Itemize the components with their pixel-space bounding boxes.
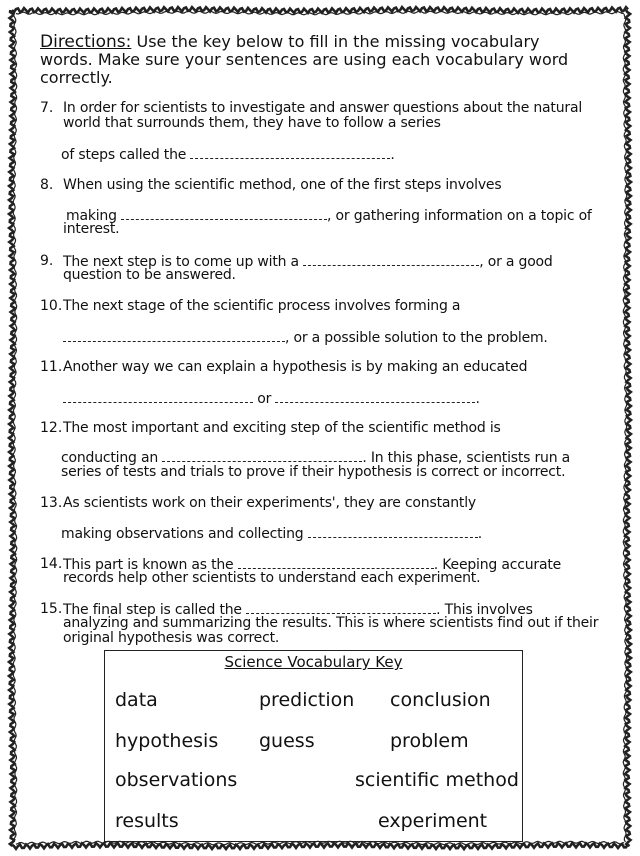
question-text: In order for scientists to investigate and answer questions about the natural bbox=[63, 100, 583, 116]
question-line bbox=[61, 147, 395, 163]
question-line bbox=[61, 526, 482, 542]
question-line bbox=[66, 208, 592, 224]
key-word: problem bbox=[390, 730, 469, 752]
question-text: . bbox=[477, 526, 482, 542]
question-text: , or gathering information on a topic of bbox=[327, 208, 592, 224]
question-number: 15. bbox=[40, 601, 63, 617]
question-text: conducting an bbox=[61, 450, 159, 466]
directions-line3: correctly. bbox=[40, 68, 113, 87]
question-number: 10. bbox=[40, 298, 63, 314]
question-text: making bbox=[66, 208, 117, 224]
question-text: series of tests and trials to prove if their hypothesis is correct or incorrect. bbox=[61, 464, 566, 480]
answer-blank[interactable] bbox=[238, 557, 434, 569]
question-text: The next step is to come up with a bbox=[63, 254, 299, 270]
question-text: . bbox=[475, 391, 480, 407]
key-word: guess bbox=[259, 730, 315, 752]
question-text: world that surrounds them, they have to follow a series bbox=[63, 115, 441, 131]
question-text: As scientists work on their experiments', they are constantly bbox=[63, 495, 476, 511]
directions-heading: Directions: bbox=[40, 32, 132, 52]
question-text: . In this phase, scientists run a bbox=[362, 450, 571, 466]
directions-line2: words. Make sure your sentences are using each vocabulary word bbox=[40, 50, 569, 69]
key-word: prediction bbox=[259, 689, 355, 711]
question-text: interest. bbox=[63, 221, 120, 237]
question-number: 11. bbox=[40, 359, 63, 375]
question-text: question to be answered. bbox=[63, 267, 236, 283]
question-text: Another way we can explain a hypothesis is by making an educated bbox=[63, 359, 528, 375]
question-text: records help other scientists to understand each experiment. bbox=[63, 570, 481, 586]
answer-blank[interactable] bbox=[63, 391, 253, 403]
question-text: , or a possible solution to the problem. bbox=[285, 330, 548, 346]
question-text: The final step is called the bbox=[63, 602, 242, 618]
question-text: When using the scientific method, one of the first steps involves bbox=[63, 177, 502, 193]
key-word: hypothesis bbox=[115, 730, 219, 752]
answer-blank[interactable] bbox=[275, 391, 475, 403]
question-text: of steps called the bbox=[61, 147, 187, 163]
question-text: . bbox=[390, 147, 395, 163]
key-word: results bbox=[115, 810, 179, 832]
question-number: 13. bbox=[40, 495, 63, 511]
question-text: . This involves bbox=[436, 602, 533, 618]
question-text: or bbox=[257, 391, 272, 407]
key-word: experiment bbox=[378, 810, 488, 832]
key-word: scientific method bbox=[355, 769, 519, 791]
question-text: The next stage of the scientific process involves forming a bbox=[63, 298, 461, 314]
answer-blank[interactable] bbox=[308, 526, 478, 538]
question-text: , or a good bbox=[479, 254, 553, 270]
question-text: . Keeping accurate bbox=[433, 557, 562, 573]
question-text: The most important and exciting step of the scientific method is bbox=[63, 420, 501, 436]
question-number: 7. bbox=[40, 100, 54, 116]
question-line bbox=[63, 330, 548, 346]
question-number: 14. bbox=[40, 556, 63, 572]
answer-blank[interactable] bbox=[121, 208, 327, 220]
vocabulary-key-title: Science Vocabulary Key bbox=[224, 653, 403, 671]
directions-line1: Use the key below to fill in the missing vocabulary bbox=[136, 32, 540, 51]
answer-blank[interactable] bbox=[303, 254, 479, 266]
key-word: data bbox=[115, 689, 158, 711]
question-text: original hypothesis was correct. bbox=[63, 630, 280, 646]
vocabulary-key-box bbox=[104, 650, 523, 842]
question-text: analyzing and summarizing the results. This is where scientists find out if their bbox=[63, 615, 599, 631]
answer-blank[interactable] bbox=[162, 450, 362, 462]
question-text: This part is known as the bbox=[63, 557, 234, 573]
directions bbox=[40, 33, 600, 51]
question-line bbox=[63, 391, 480, 407]
question-number: 9. bbox=[40, 253, 54, 269]
answer-blank[interactable] bbox=[190, 147, 390, 159]
key-word: conclusion bbox=[390, 689, 491, 711]
key-word: observations bbox=[115, 769, 238, 791]
question-number: 12. bbox=[40, 420, 63, 436]
answer-blank[interactable] bbox=[63, 330, 285, 342]
question-number: 8. bbox=[40, 177, 54, 193]
answer-blank[interactable] bbox=[246, 602, 436, 614]
question-text: making observations and collecting bbox=[61, 526, 304, 542]
